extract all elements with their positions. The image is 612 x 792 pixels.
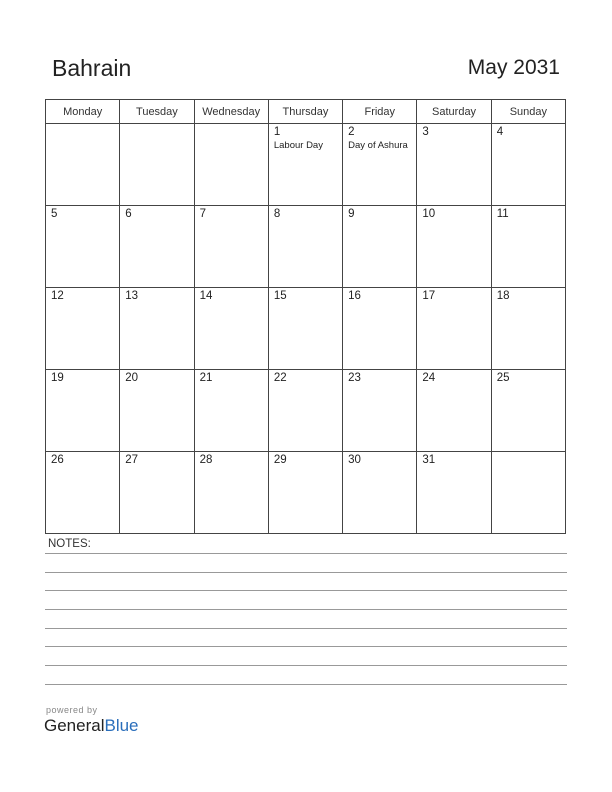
- day-cell: [120, 206, 194, 288]
- day-number: 28: [199, 454, 213, 466]
- day-number: 2: [348, 126, 355, 138]
- day-number: 6: [125, 208, 132, 220]
- weekday-header: Monday: [46, 100, 120, 124]
- day-number: 18: [496, 290, 510, 302]
- day-number: 10: [422, 208, 436, 220]
- week-row: [46, 124, 566, 206]
- day-cell: [120, 370, 194, 452]
- day-cell: [491, 206, 565, 288]
- day-cell: [46, 370, 120, 452]
- day-number: 1: [273, 126, 281, 138]
- brand-blue: Blue: [104, 716, 139, 735]
- country-title: Bahrain: [52, 55, 132, 81]
- day-number: 30: [348, 454, 361, 466]
- notes-line: [45, 646, 567, 647]
- day-number: 14: [199, 290, 213, 302]
- day-cell: [46, 124, 120, 206]
- weekday-header: Tuesday: [120, 100, 194, 124]
- day-cell: [194, 370, 268, 452]
- day-number: 25: [496, 372, 510, 384]
- week-row: [46, 452, 566, 534]
- notes-line: [45, 590, 567, 591]
- day-number: 20: [125, 372, 139, 384]
- day-cell: [417, 124, 491, 206]
- day-number: 4: [496, 126, 504, 138]
- day-cell: [491, 370, 565, 452]
- month-title: May 2031: [467, 56, 560, 79]
- holiday-label: Day of Ashura: [348, 140, 408, 151]
- day-number: 11: [496, 208, 509, 220]
- day-number: 24: [422, 372, 436, 384]
- weekday-header: Sunday: [491, 100, 565, 124]
- notes-line: [45, 609, 567, 610]
- day-number: 9: [348, 208, 355, 220]
- day-cell: [194, 452, 268, 534]
- weekday-header: Saturday: [417, 100, 491, 124]
- day-cell: [343, 288, 417, 370]
- calendar-grid: [45, 99, 566, 534]
- day-number: 12: [51, 290, 64, 302]
- day-number: 29: [273, 454, 287, 466]
- day-cell: [194, 288, 268, 370]
- day-cell: [46, 206, 120, 288]
- day-number: 27: [125, 454, 139, 466]
- holiday-label: Labour Day: [273, 140, 323, 151]
- day-cell: [417, 452, 491, 534]
- day-number: 16: [348, 290, 361, 302]
- week-row: [46, 206, 566, 288]
- day-number: 21: [199, 372, 213, 384]
- day-number: 15: [273, 290, 287, 302]
- day-cell: [417, 206, 491, 288]
- day-cell: [491, 288, 565, 370]
- day-cell: [268, 288, 342, 370]
- day-cell: [268, 206, 342, 288]
- day-cell: [491, 452, 565, 534]
- day-number: 26: [51, 454, 64, 466]
- day-cell: [46, 452, 120, 534]
- day-cell: [343, 452, 417, 534]
- brand-general: General: [44, 716, 105, 735]
- day-cell: [417, 370, 491, 452]
- day-cell: [120, 452, 194, 534]
- weekday-header-row: [46, 100, 566, 124]
- day-number: 5: [51, 208, 58, 220]
- day-cell: [120, 124, 194, 206]
- brand-logo: [44, 716, 139, 736]
- day-number: 19: [51, 372, 64, 384]
- day-number: 13: [125, 290, 139, 302]
- day-number: 22: [273, 372, 287, 384]
- notes-line: [45, 665, 567, 666]
- notes-line: [45, 572, 567, 573]
- day-cell: [268, 452, 342, 534]
- day-cell: [343, 206, 417, 288]
- day-number: 8: [273, 208, 281, 220]
- day-cell: [194, 206, 268, 288]
- day-cell: [343, 370, 417, 452]
- day-number: 23: [348, 372, 361, 384]
- day-cell: [268, 124, 342, 206]
- week-row: [46, 370, 566, 452]
- day-cell: [417, 288, 491, 370]
- notes-label: NOTES:: [48, 538, 91, 550]
- day-cell: [343, 124, 417, 206]
- week-row: [46, 288, 566, 370]
- powered-by-text: powered by: [46, 705, 98, 715]
- day-cell: [46, 288, 120, 370]
- day-number: 31: [422, 454, 436, 466]
- notes-line: [45, 628, 567, 629]
- day-cell: [194, 124, 268, 206]
- notes-line: [45, 553, 567, 554]
- day-number: 3: [422, 126, 429, 138]
- weekday-header: Thursday: [268, 100, 342, 124]
- notes-line: [45, 684, 567, 685]
- day-cell: [491, 124, 565, 206]
- weekday-header: Wednesday: [194, 100, 268, 124]
- day-cell: [120, 288, 194, 370]
- day-cell: [268, 370, 342, 452]
- weekday-header: Friday: [343, 100, 417, 124]
- day-number: 17: [422, 290, 436, 302]
- day-number: 7: [199, 208, 206, 220]
